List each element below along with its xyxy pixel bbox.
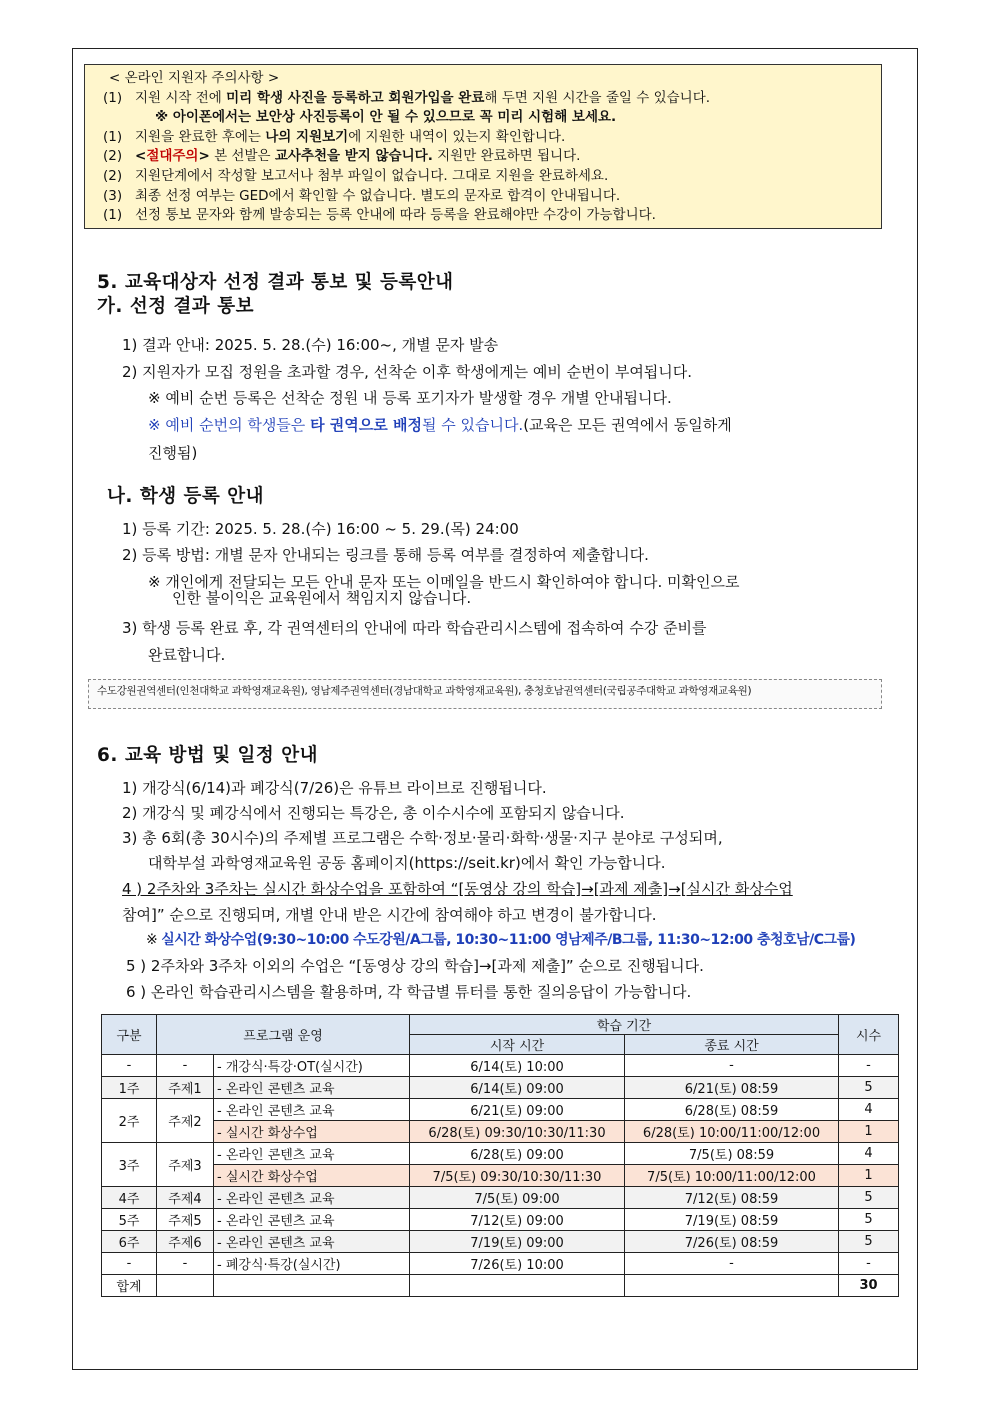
notice-item: (1) 선정 통보 문자와 함께 발송되는 등록 안내에 따라 등록을 완료해야만 수강이 가능합니다. <box>103 207 656 224</box>
table-row: 4주 주제4 - 온라인 콘텐츠 교육 7/5(토) 09:00 7/12(토) 08:59 5 <box>102 1187 899 1209</box>
notice-item: (2) 지원단계에서 작성할 보고서나 첨부 파일이 없습니다. 그대로 지원을 완료하세요. <box>103 167 609 184</box>
table-row: 6주 주제6 - 온라인 콘텐츠 교육 7/19(토) 09:00 7/26(토) 08:59 5 <box>102 1231 899 1253</box>
section6-l4-note: ※ 실시간 화상수업(9:30~10:00 수도강원/A그룹, 10:30~11:00 영남제주/B그룹, 11:30~12:00 충청호남/C그룹) <box>146 932 856 948</box>
table-row: - 실시간 화상수업 6/28(토) 09:30/10:30/11:30 6/28(토) 10:00/11:00/12:00 1 <box>102 1121 899 1143</box>
section5-sub-a: 가. 선정 결과 통보 <box>97 296 254 317</box>
section6-l4: 4 ) 2주차와 3주차는 실시간 화상수업을 포함하여 “[동영상 강의 학습]→[과제 제출]→[실시간 화상수업 <box>122 880 793 898</box>
section6-l5: 5 ) 2주차와 3주차 이외의 수업은 “[동영상 강의 학습]→[과제 제출]” 순으로 진행됩니다. <box>126 957 704 975</box>
section5-title: 5. 교육대상자 선정 결과 통보 및 등록안내 <box>97 272 454 293</box>
section5-b3: 3) 학생 등록 완료 후, 각 권역센터의 안내에 따라 학습관리시스템에 접속하여 수강 준비를 <box>122 619 707 637</box>
notice-box <box>84 64 882 229</box>
table-row: - 실시간 화상수업 7/5(토) 09:30/10:30/11:30 7/5(토) 10:00/11:00/12:00 1 <box>102 1165 899 1187</box>
section5-a1: 1) 결과 안내: 2025. 5. 28.(수) 16:00~, 개별 문자 발송 <box>122 336 499 354</box>
section5-a2-note: ※ 예비 순번 등록은 선착순 정원 내 등록 포기자가 발생할 경우 개별 안내됩니다. <box>148 389 672 407</box>
section5-b3-cont: 완료합니다. <box>148 646 226 664</box>
table-row: - - - 폐강식·특강(실시간) 7/26(토) 10:00 - - <box>102 1253 899 1275</box>
header-hours: 시수 <box>839 1015 899 1055</box>
section5-b2-note-cont: 인한 불이익은 교육원에서 책임지지 않습니다. <box>172 589 472 607</box>
notice-item: (2) <절대주의> 본 선발은 교사추천을 받지 않습니다. 지원만 완료하면 됩니다. <box>103 148 581 165</box>
section6-l3: 3) 총 6회(총 30시수)의 주제별 프로그램은 수학·정보·물리·화학·생물·지구 분야로 구성되며, <box>122 829 723 847</box>
section5-b2-note: ※ 개인에게 전달되는 모든 안내 문자 또는 이메일을 반드시 확인하여야 합니다. 미확인으로 <box>148 573 740 591</box>
notice-item: (1) 지원 시작 전에 미리 학생 사진을 등록하고 회원가입을 완료해 두면 지원 시간을 줄일 수 있습니다. <box>103 89 711 106</box>
table-row: 2주 주제2 - 온라인 콘텐츠 교육 6/21(토) 09:00 6/28(토) 08:59 4 <box>102 1099 899 1121</box>
section6-l6: 6 ) 온라인 학습관리시스템을 활용하며, 각 학급별 튜터를 통한 질의응답이 가능합니다. <box>126 983 692 1001</box>
section6-l2: 2) 개강식 및 폐강식에서 진행되는 특강은, 총 이수시수에 포함되지 않습니다. <box>122 804 625 822</box>
header-program: 프로그램 운영 <box>157 1015 410 1055</box>
section5-b1: 1) 등록 기간: 2025. 5. 28.(수) 16:00 ~ 5. 29.(목) 24:00 <box>122 520 519 538</box>
header-end: 종료 시간 <box>625 1035 839 1055</box>
section6-l4-cont: 참여]” 순으로 진행되며, 개별 안내 받은 시간에 참여해야 하고 변경이 불가합니다. <box>122 906 657 924</box>
table-row: 5주 주제5 - 온라인 콘텐츠 교육 7/12(토) 09:00 7/19(토) 08:59 5 <box>102 1209 899 1231</box>
section5-a2-note2-cont: 진행됨) <box>148 444 198 462</box>
section5-b2: 2) 등록 방법: 개별 문자 안내되는 링크를 통해 등록 여부를 결정하여 제출합니다. <box>122 546 649 564</box>
table-row: - - - 개강식·특강·OT(실시간) 6/14(토) 10:00 - - <box>102 1055 899 1077</box>
notice-title: < 온라인 지원자 주의사항 > <box>109 70 280 86</box>
section5-sub-b: 나. 학생 등록 안내 <box>107 486 264 507</box>
section6-l1: 1) 개강식(6/14)과 폐강식(7/26)은 유튜브 라이브로 진행됩니다. <box>122 779 547 797</box>
table-total-row: 합계 30 <box>102 1275 899 1297</box>
section5-a2-note2: ※ 예비 순번의 학생들은 타 권역으로 배정될 수 있습니다.(교육은 모든 권역에서 동일하게 <box>148 416 732 434</box>
section6-title: 6. 교육 방법 및 일정 안내 <box>97 745 318 766</box>
section5-a2: 2) 지원자가 모집 정원을 초과할 경우, 선착순 이후 학생에게는 예비 순번이 부여됩니다. <box>122 363 693 381</box>
table-row: 1주 주제1 - 온라인 콘텐츠 교육 6/14(토) 09:00 6/21(토) 08:59 5 <box>102 1077 899 1099</box>
section6-l3-cont: 대학부설 과학영재교육원 공동 홈페이지(https://seit.kr)에서 확인 가능합니다. <box>148 854 666 872</box>
header-week: 구분 <box>102 1015 157 1055</box>
table-row: 3주 주제3 - 온라인 콘텐츠 교육 6/28(토) 09:00 7/5(토) 08:59 4 <box>102 1143 899 1165</box>
regional-centers: 수도강원권역센터(인천대학교 과학영재교육원), 영남제주권역센터(경남대학교 과학영재교육원), 충청호남권역센터(국립공주대학교 과학영재교육원) <box>88 679 882 709</box>
schedule-table <box>101 1014 899 1297</box>
header-start: 시작 시간 <box>410 1035 625 1055</box>
notice-item: (1) 지원을 완료한 후에는 나의 지원보기에 지원한 내역이 있는지 확인합니다. <box>103 128 566 145</box>
header-period: 학습 기간 <box>410 1015 839 1035</box>
notice-item: ※ 아이폰에서는 보안상 사진등록이 안 될 수 있으므로 꼭 미리 시험해 보세요. <box>155 109 617 126</box>
notice-item: (3) 최종 선정 여부는 GED에서 확인할 수 없습니다. 별도의 문자로 합격이 안내됩니다. <box>103 187 621 204</box>
